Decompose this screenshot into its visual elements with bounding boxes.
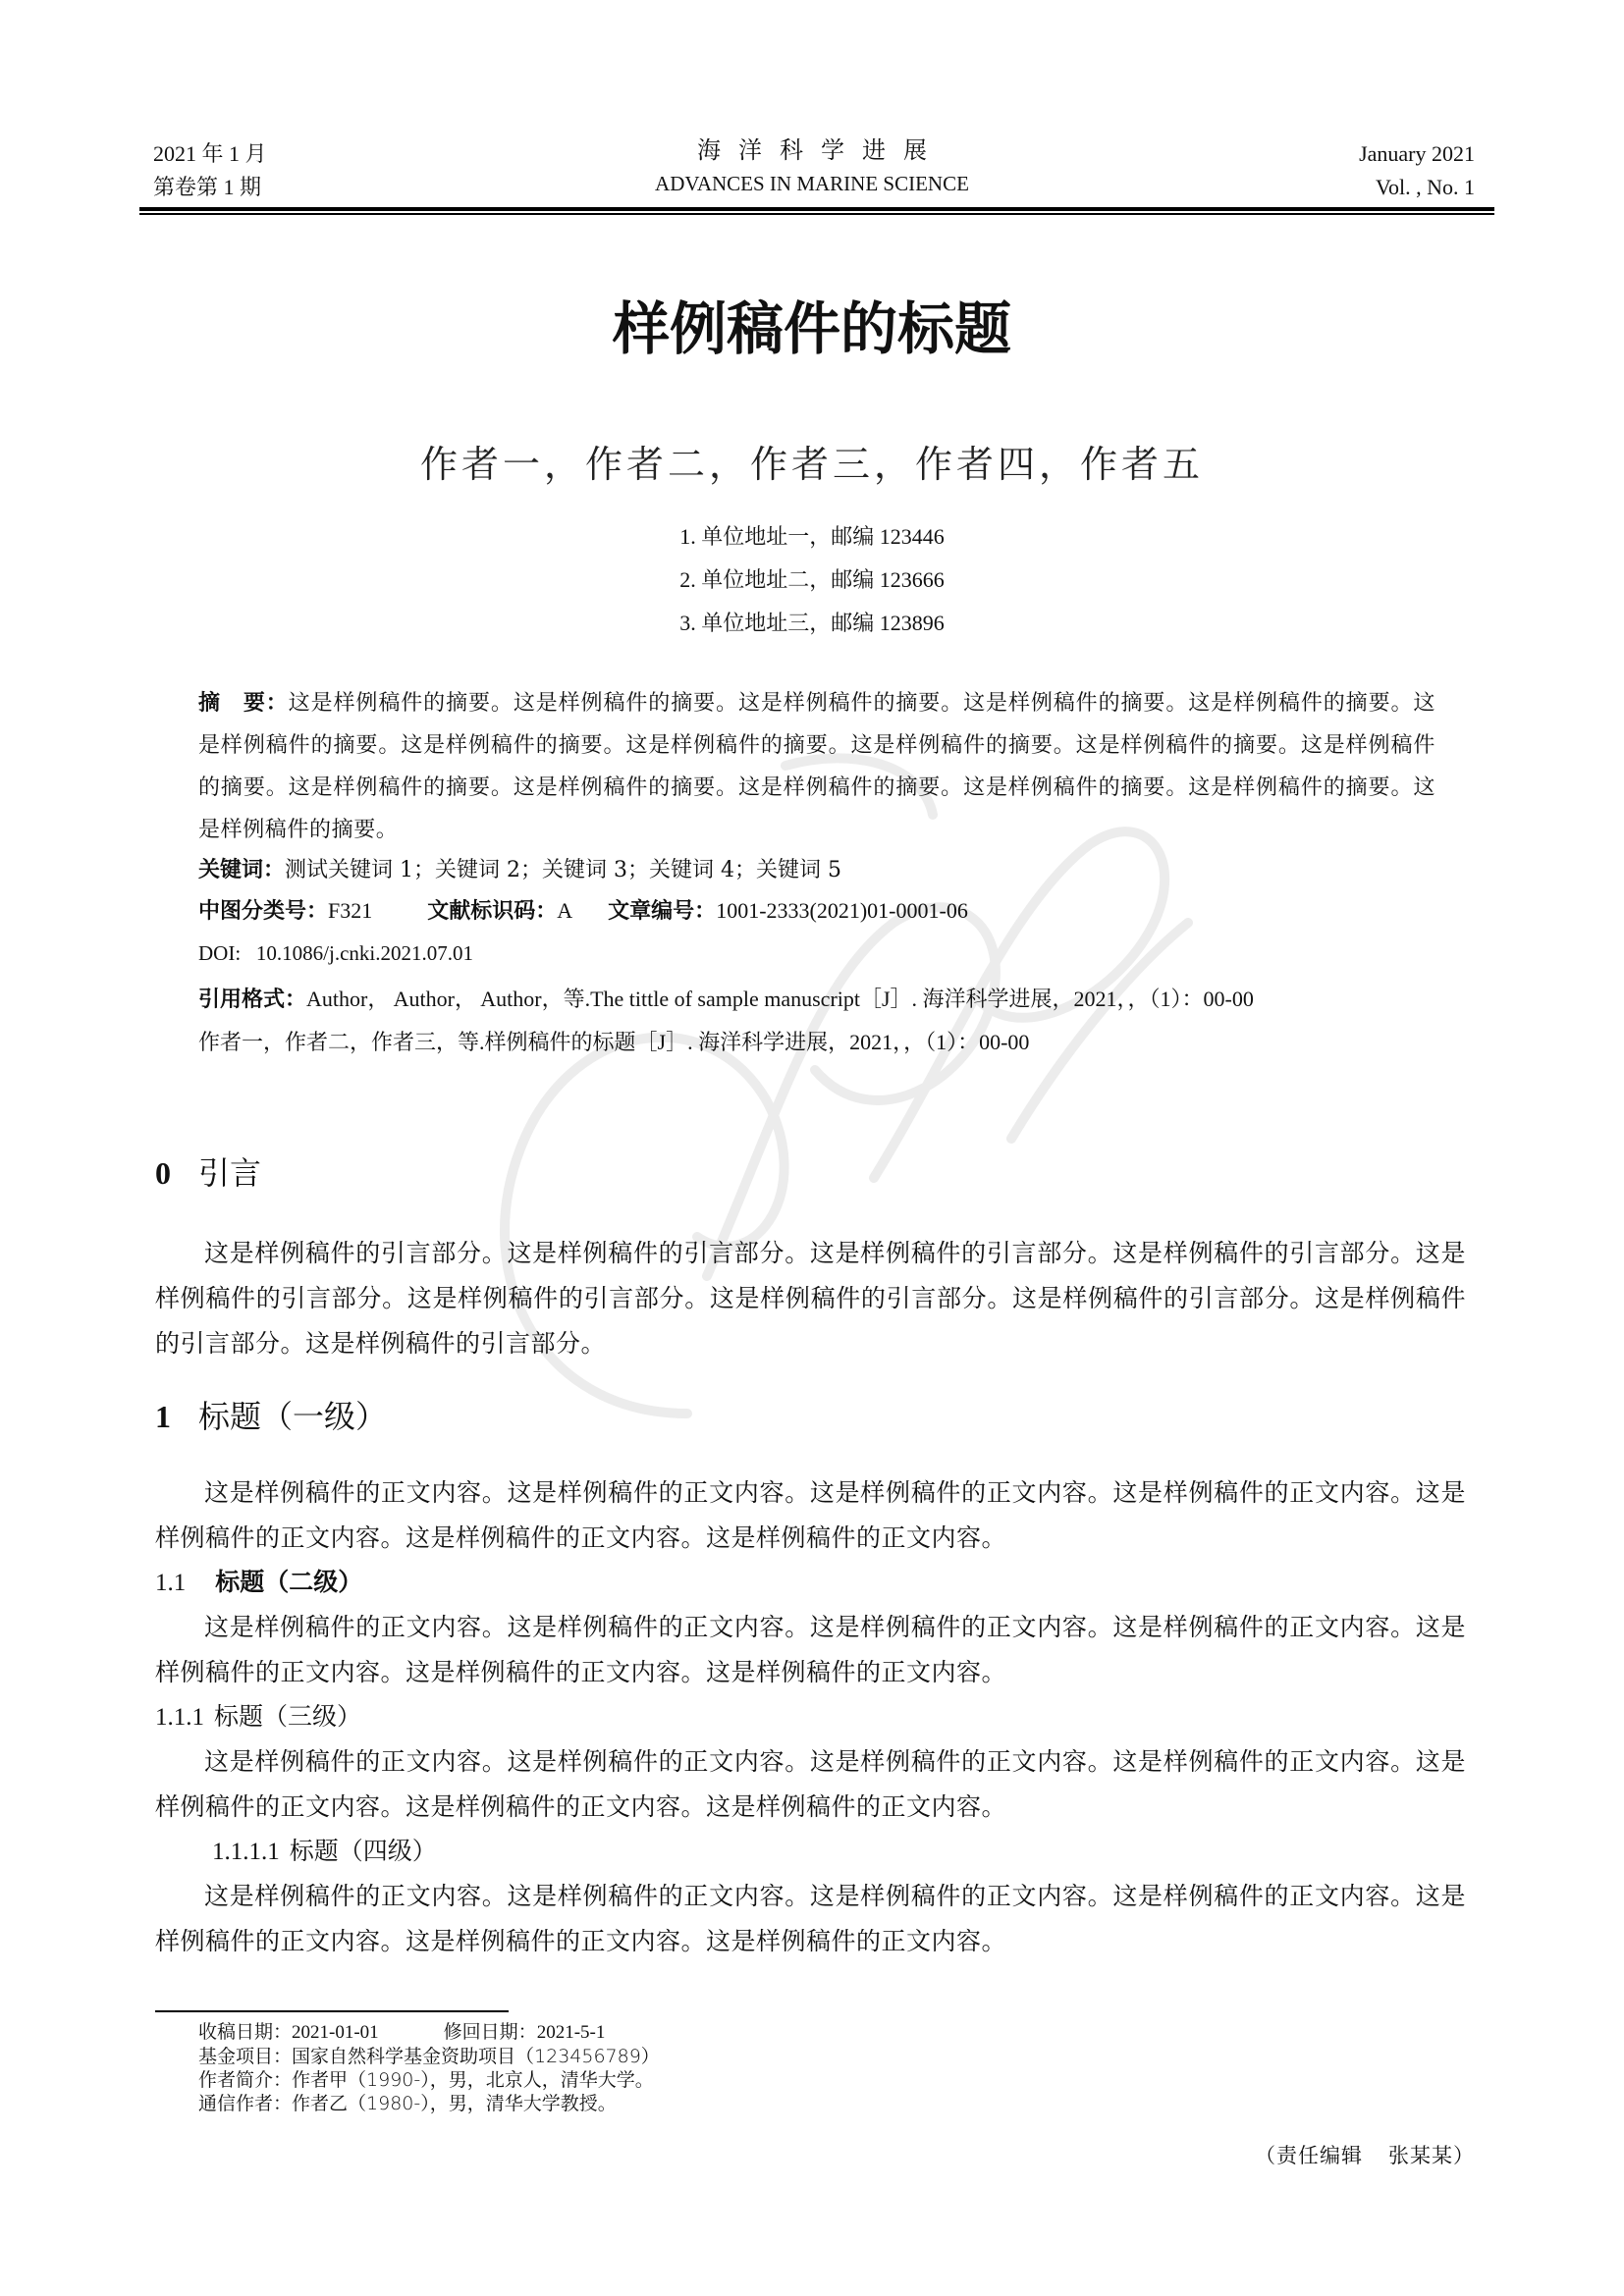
section-heading-1-1-1 <box>155 1695 1466 1739</box>
body-paragraph: 这是样例稿件的正文内容。这是样例稿件的正文内容。这是样例稿件的正文内容。这是样例稿件的正文内容。这是样例稿件的正文内容。这是样例稿件的正文内容。这是样例稿件的正文内容。 <box>155 1882 1466 1955</box>
citation-en-text: Author， Author， Author，等.The tittle of sample manuscript［J］. 海洋科学进展，2021，，（1）：00-00 <box>306 987 1254 1011</box>
body-paragraph: 这是样例稿件的正文内容。这是样例稿件的正文内容。这是样例稿件的正文内容。这是样例稿件的正文内容。这是样例稿件的正文内容。这是样例稿件的正文内容。这是样例稿件的正文内容。 <box>155 1613 1466 1686</box>
affiliations <box>0 515 1624 645</box>
header-date-en: January 2021 <box>1359 141 1475 166</box>
header-right <box>1359 137 1475 204</box>
citation-cn: 作者一，作者二，作者三，等.样例稿件的标题［J］. 海洋科学进展，2021，，（1）：00-00 <box>198 1030 1030 1054</box>
revised-value: 2021-5-1 <box>536 2022 606 2043</box>
keywords-text: 测试关键词 1；关键词 2；关键词 3；关键词 4；关键词 5 <box>285 858 841 882</box>
editor-name: 张某某） <box>1388 2144 1475 2167</box>
header-issue-cn: 第卷第 1 期 <box>153 175 262 199</box>
keywords <box>198 851 1435 890</box>
clc-value: F321 <box>328 898 373 923</box>
footnote-corresponding <box>198 2092 660 2115</box>
section-heading-0 <box>155 1148 1466 1198</box>
affiliation-2: 2. 单位地址二，邮编 123666 <box>679 567 945 592</box>
affiliation-3: 3. 单位地址三，邮编 123896 <box>679 611 945 635</box>
corresponding-label: 通信作者： <box>198 2093 293 2114</box>
author-list: 作者一，作者二，作者三，作者四，作者五 <box>419 443 1204 486</box>
footnote-fund <box>198 2045 660 2068</box>
front-matter <box>198 682 1435 1063</box>
header-rule-thin <box>139 213 1494 215</box>
journal-name-cn: 海洋科学进展 <box>697 136 945 164</box>
section-number: 1.1.1.1 <box>212 1839 280 1865</box>
intro-paragraph: 这是样例稿件的引言部分。这是样例稿件的引言部分。这是样例稿件的引言部分。这是样例稿件的引言部分。这是样例稿件的引言部分。这是样例稿件的引言部分。这是样例稿件的引言部分。这是样例稿件的引言部分。这是样例稿件的引言部分。这是样例稿件的引言部分。 <box>155 1239 1466 1358</box>
classification-line <box>198 890 1435 933</box>
section-number: 1.1.1 <box>155 1704 204 1731</box>
received-value: 2021-01-01 <box>292 2022 379 2043</box>
section-title: 标题（一级） <box>198 1398 388 1435</box>
section-number: 0 <box>155 1155 171 1191</box>
doi-label: DOI: <box>198 941 242 965</box>
bio-label: 作者简介： <box>198 2069 293 2091</box>
responsible-editor <box>1255 2140 1475 2169</box>
section-heading-1-1-1-1 <box>155 1830 1466 1874</box>
section-heading-1-1 <box>155 1561 1466 1605</box>
section-heading-1 <box>155 1392 1466 1441</box>
fund-label: 基金项目： <box>198 2046 293 2067</box>
footnote-dates <box>198 2020 660 2045</box>
header-rule-thick <box>139 207 1494 211</box>
header-issue-en: Vol. , No. 1 <box>1375 175 1475 199</box>
footnotes <box>198 2020 660 2115</box>
header-date-cn: 2021 年 1 月 <box>153 141 267 166</box>
section-title: 标题（二级） <box>215 1568 363 1596</box>
article-no-label: 文章编号： <box>608 899 717 924</box>
journal-name-en: ADVANCES IN MARINE SCIENCE <box>655 172 969 195</box>
section-title: 引言 <box>198 1154 262 1192</box>
received-label: 收稿日期： <box>198 2021 293 2043</box>
doc-code-label: 文献标识码： <box>427 899 558 924</box>
footnote-bio <box>198 2068 660 2092</box>
body <box>155 1148 1466 1964</box>
section-number: 1.1 <box>155 1570 187 1596</box>
corresponding-value: 作者乙（1980-），男，清华大学教授。 <box>292 2093 617 2114</box>
revised-label: 修回日期： <box>443 2021 537 2043</box>
body-paragraph: 这是样例稿件的正文内容。这是样例稿件的正文内容。这是样例稿件的正文内容。这是样例稿件的正文内容。这是样例稿件的正文内容。这是样例稿件的正文内容。这是样例稿件的正文内容。 <box>155 1478 1466 1552</box>
fund-value: 国家自然科学基金资助项目（123456789） <box>292 2046 660 2067</box>
doc-code-value: A <box>557 898 573 923</box>
affiliation-1: 1. 单位地址一，邮编 123446 <box>679 524 945 549</box>
section-title: 标题（四级） <box>289 1837 437 1865</box>
body-paragraph: 这是样例稿件的正文内容。这是样例稿件的正文内容。这是样例稿件的正文内容。这是样例稿件的正文内容。这是样例稿件的正文内容。这是样例稿件的正文内容。这是样例稿件的正文内容。 <box>155 1747 1466 1821</box>
keywords-label: 关键词： <box>198 858 286 882</box>
editor-label: （责任编辑 <box>1255 2144 1363 2167</box>
footnote-rule <box>155 2010 509 2012</box>
article-no-value: 1001-2333(2021)01-0001-06 <box>716 898 968 923</box>
citation-en <box>198 978 1435 1021</box>
abstract <box>198 682 1435 851</box>
doi-line <box>198 933 1435 974</box>
section-number: 1 <box>155 1399 171 1434</box>
abstract-label: 摘 要： <box>198 691 289 716</box>
section-title: 标题（三级） <box>214 1702 362 1731</box>
paper-title: 样例稿件的标题 <box>612 295 1011 362</box>
clc-label: 中图分类号： <box>198 899 329 924</box>
abstract-text: 这是样例稿件的摘要。这是样例稿件的摘要。这是样例稿件的摘要。这是样例稿件的摘要。这是样例稿件的摘要。这是样例稿件的摘要。这是样例稿件的摘要。这是样例稿件的摘要。这是样例稿件的摘要。这是样例稿件的摘要。这是样例稿件的摘要。这是样例稿件的摘要。这是样例稿件的摘要。这是样例稿件的摘要。这是样例稿件的摘要。这是样例稿件的摘要。这是样例稿件的摘要。 <box>198 691 1436 842</box>
citation-label: 引用格式： <box>198 988 307 1012</box>
bio-value: 作者甲（1990-），男，北京人，清华大学。 <box>292 2069 654 2091</box>
doi-value[interactable]: 10.1086/j.cnki.2021.07.01 <box>255 941 473 965</box>
